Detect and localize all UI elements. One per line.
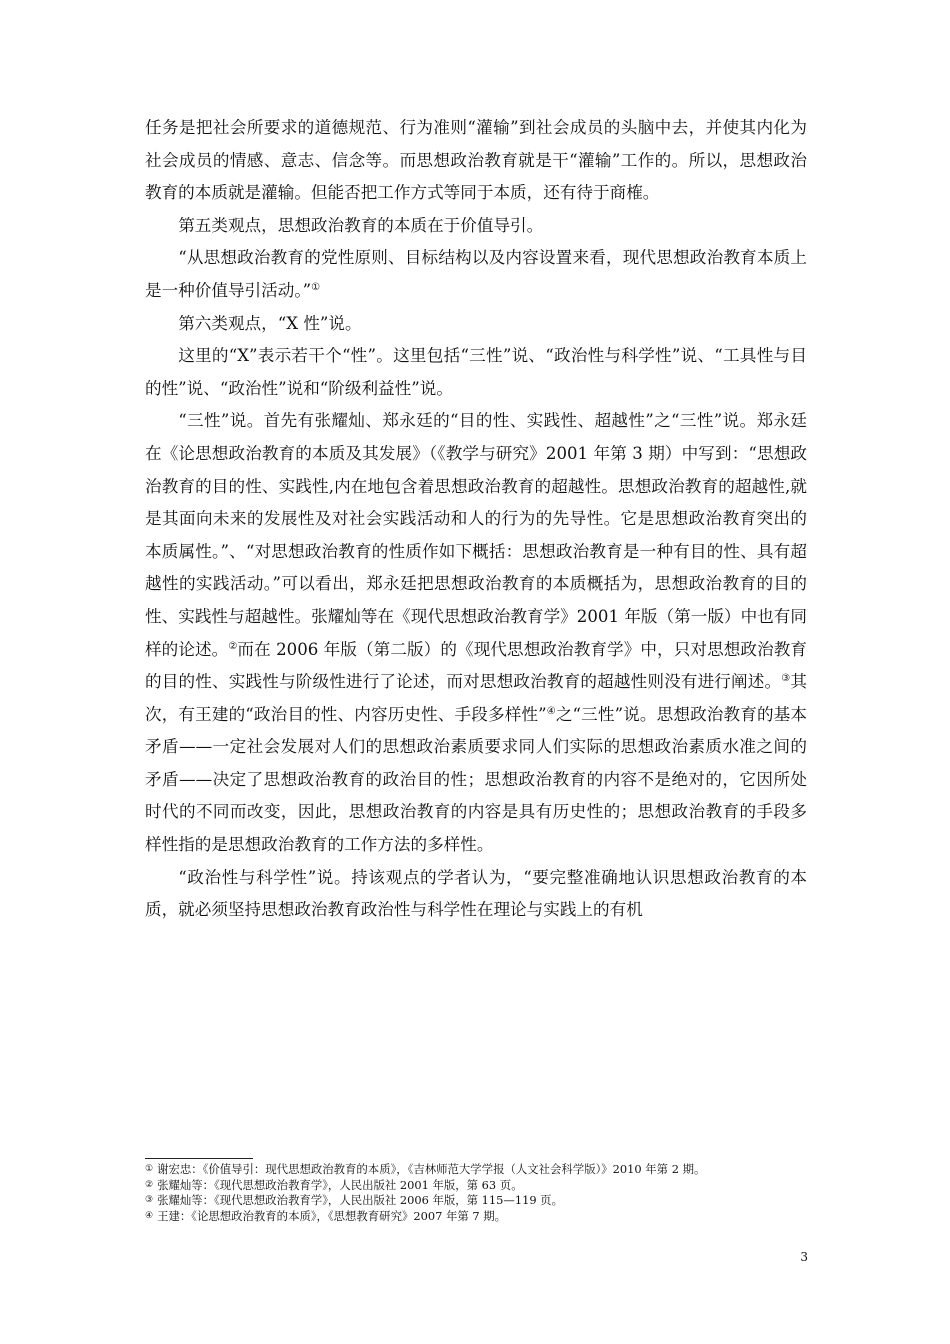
footnote bbox=[145, 1162, 807, 1178]
footnote-text: 王建：《论思想政治教育的本质》，《思想教育研究》2007 年第 7 期。 bbox=[157, 1208, 507, 1223]
paragraph bbox=[145, 242, 807, 307]
paragraph-text: “从思想政治教育的党性原则、目标结构以及内容设置来看，现代思想政治教育本质上是一种价值导引活动。” bbox=[145, 248, 807, 300]
footnote-text: 张耀灿等：《现代思想政治教育学》，人民出版社 2001 年版，第 63 页。 bbox=[157, 1177, 523, 1192]
paragraph-text: 之“三性”说。思想政治教育的基本矛盾——一定社会发展对人们的思想政治素质要求同人们实际的思想政治素质水准之间的矛盾——决定了思想政治教育的政治目的性；思想政治教育的内容不是绝对的，它因所处时代的不同而改变，因此，思想政治教育的内容是具有历史性的；思想政治教育的手段多样性指的是思想政治教育的工作方法的多样性。 bbox=[145, 704, 807, 855]
paragraph bbox=[145, 308, 807, 341]
page-number: 3 bbox=[800, 1250, 808, 1264]
paragraph-text: 第五类观点，思想政治教育的本质在于价值导引。 bbox=[178, 215, 544, 235]
footnote-text: 谢宏忠：《价值导引：现代思想政治教育的本质》，《吉林师范大学学报（人文社会科学版）》2010 年第 2 期。 bbox=[157, 1162, 706, 1176]
paragraph bbox=[145, 340, 807, 405]
body-text bbox=[145, 112, 807, 927]
paragraph-text: 任务是把社会所要求的道德规范、行为准则“灌输”到社会成员的头脑中去，并使其内化为社会成员的情感、意志、信念等。而思想政治教育就是干“灌输”工作的。所以，思想政治教育的本质就是灌输。但能否把工作方式等同于本质，还有待于商榷。 bbox=[145, 118, 807, 203]
paragraph bbox=[145, 862, 807, 927]
paragraph-text: 其次，有王建的“政治目的性、内容历史性、手段多样性” bbox=[145, 672, 808, 724]
footnote-reference: ③ bbox=[781, 673, 791, 685]
footnote-mark: ④ bbox=[145, 1210, 154, 1221]
footnote bbox=[145, 1178, 807, 1194]
paragraph-text: “政治性与科学性”说。持该观点的学者认为，“要完整准确地认识思想政治教育的本质，就必须坚持思想政治教育政治性与科学性在理论与实践上的有机 bbox=[145, 867, 807, 920]
paragraph bbox=[145, 210, 807, 243]
footnote-reference: ② bbox=[228, 640, 238, 652]
footnotes bbox=[145, 1162, 807, 1224]
paragraph-text: 这里的“X”表示若干个“性”。这里包括“三性”说、“政治性与科学性”说、“工具性与目的性”说、“政治性”说和“阶级利益性”说。 bbox=[145, 346, 807, 398]
paragraph-text: “三性”说。首先有张耀灿、郑永廷的“目的性、实践性、超越性”之“三性”说。郑永廷在《论思想政治教育的本质及其发展》（《教学与研究》2001 年第 3 期）中写到：“思想政治教育的目的性、实践性,内在地包含着思想政治教育的超越性。思想政治教育的超越性,就是其面向未来的发展性及对社会实践活动和人的行为的先导性。它是思想政治教育突出的本质属性。”、“对思想政治教育的性质作如下概括：思想政治教育是一种有目的性、具有超越性的实践活动。”可以看出，郑永廷把思想政治教育的本质概括为，思想政治教育的目的性、实践性与超越性。张耀灿等在《现代思想政治教育学》2001 年版（第一版）中也有同样的论述。 bbox=[145, 411, 807, 659]
footnote-mark: ③ bbox=[145, 1195, 154, 1206]
footnote-mark: ① bbox=[145, 1164, 154, 1174]
paragraph bbox=[145, 112, 807, 210]
footnote-reference: ④ bbox=[546, 705, 556, 717]
paragraph-text: 第六类观点，“X 性”说。 bbox=[178, 313, 362, 333]
footnote bbox=[145, 1209, 807, 1225]
paragraph-text: 而在 2006 年版（第二版）的《现代思想政治教育学》中，只对思想政治教育的目的性、实践性与阶级性进行了论述，而对思想政治教育的超越性则没有进行阐述。 bbox=[145, 639, 808, 692]
footnote-text: 张耀灿等：《现代思想政治教育学》，人民出版社 2006 年版，第 115—119 页。 bbox=[157, 1193, 563, 1208]
footnote-mark: ② bbox=[145, 1179, 154, 1190]
footnote-separator bbox=[145, 1158, 253, 1159]
footnote bbox=[145, 1193, 807, 1209]
paragraph bbox=[145, 405, 807, 861]
footnote-reference: ① bbox=[311, 281, 321, 293]
